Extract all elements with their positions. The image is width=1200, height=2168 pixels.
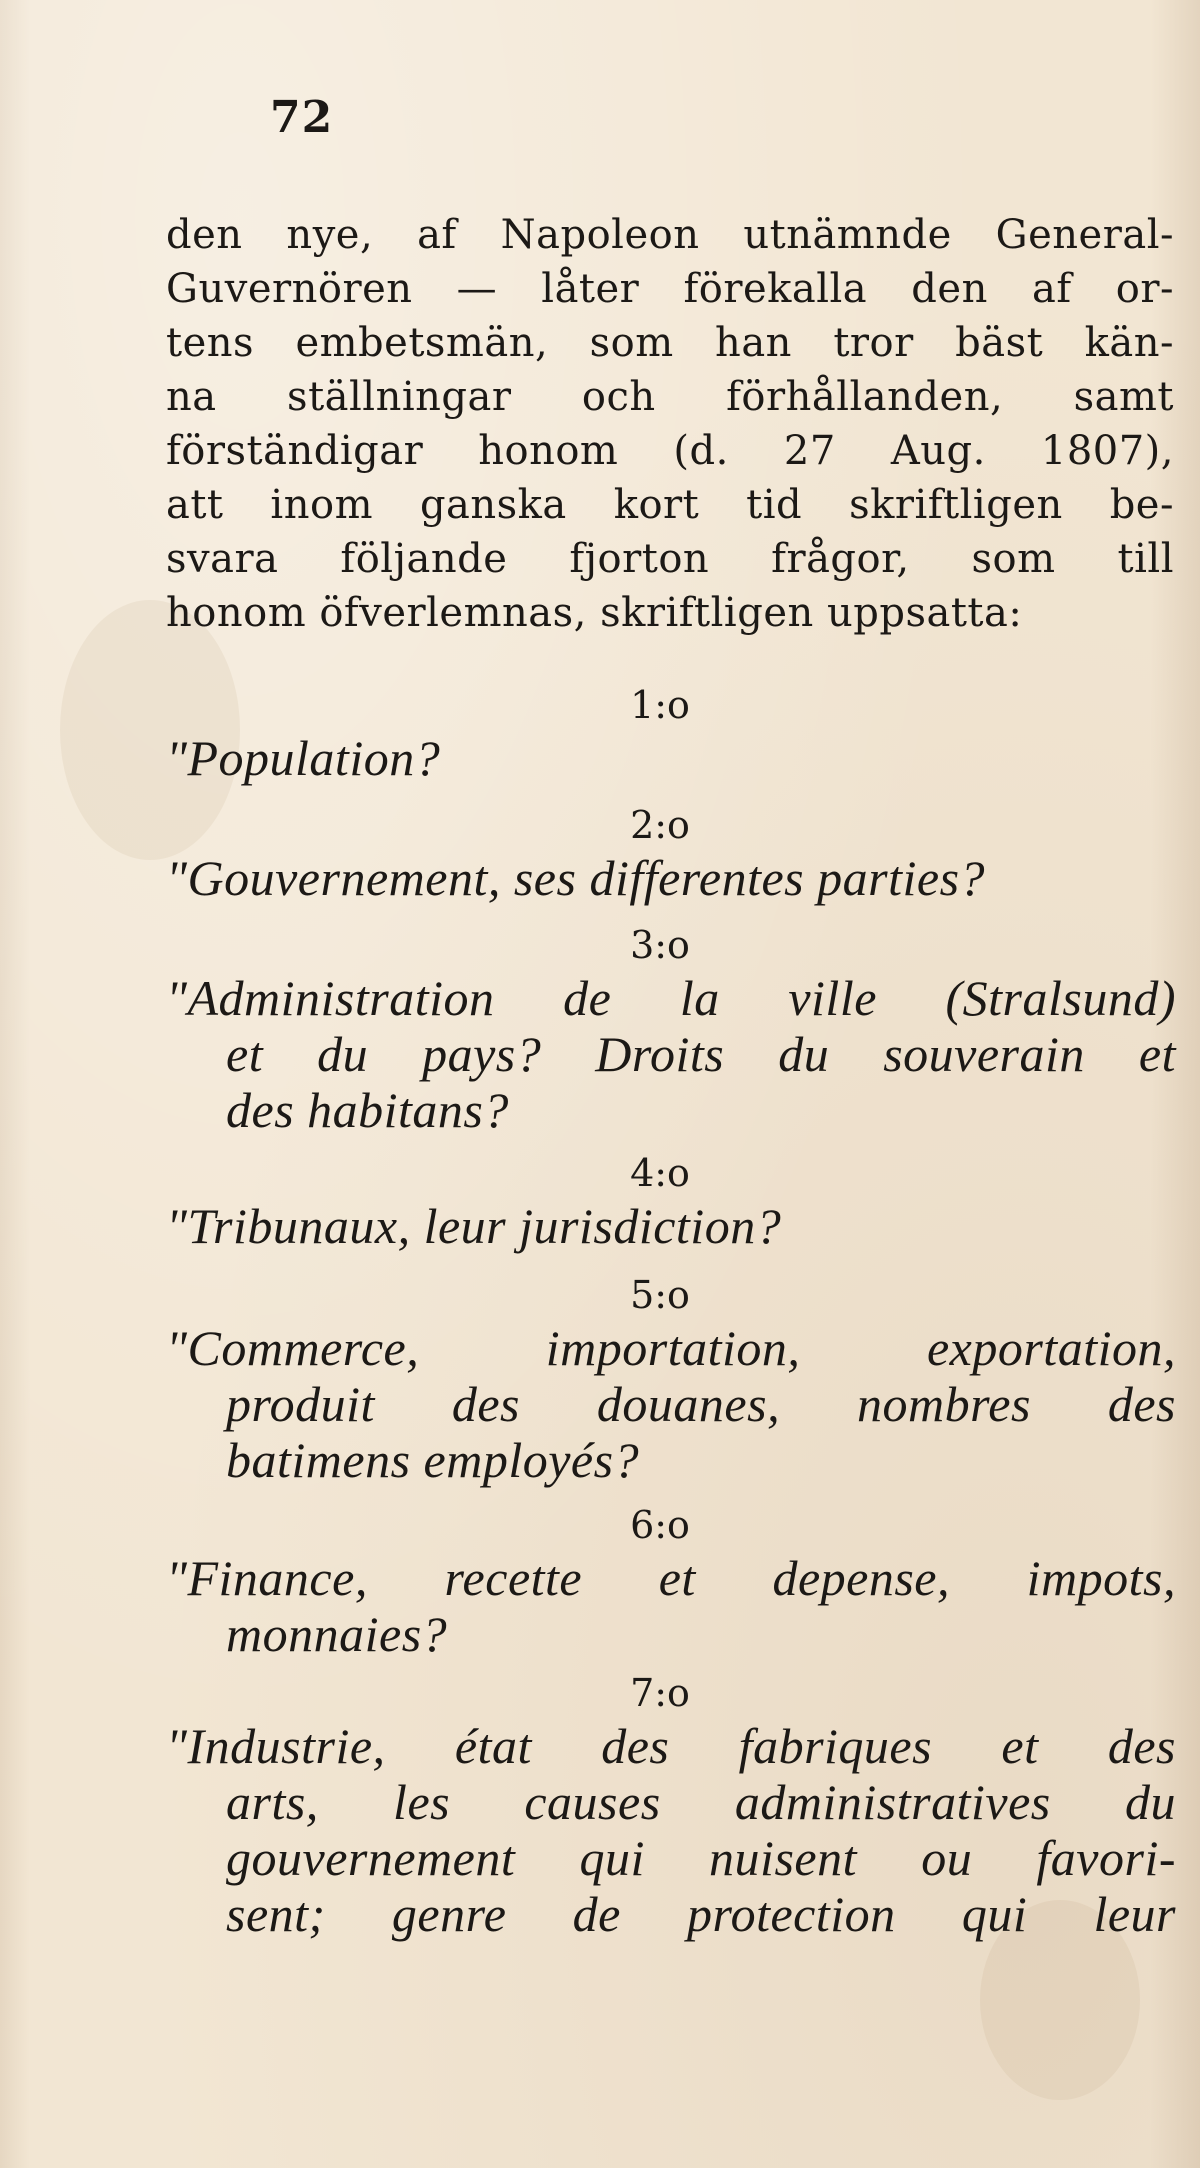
question-text: "Tribunaux, leur jurisdiction? xyxy=(166,1198,782,1254)
paragraph-line: den nye, af Napoleon utnämnde General- xyxy=(166,212,1174,258)
question-text: "Commerce, importation, exportation, xyxy=(166,1320,1176,1376)
question-text: produit des douanes, nombres des xyxy=(226,1376,1176,1432)
paragraph-line: tens embetsmän, som han tror bäst kän- xyxy=(166,320,1174,366)
question-text: batimens employés? xyxy=(226,1432,640,1488)
question-6 xyxy=(0,1500,1200,1662)
question-text: des habitans? xyxy=(226,1082,509,1138)
question-number: 3:o xyxy=(630,923,690,967)
question-number: 2:o xyxy=(630,803,690,847)
paragraph-line: svara följande fjorton frågor, som till xyxy=(166,536,1174,582)
question-text: gouvernement qui nuisent ou favori- xyxy=(226,1830,1176,1886)
question-text: monnaies? xyxy=(226,1606,448,1662)
question-number: 6:o xyxy=(630,1503,690,1547)
question-3 xyxy=(0,920,1200,1138)
question-7 xyxy=(0,1668,1200,1942)
paragraph-line: att inom ganska kort tid skriftligen be- xyxy=(166,482,1174,528)
paragraph-line: förständigar honom (d. 27 Aug. 1807), xyxy=(166,428,1174,474)
question-number: 1:o xyxy=(630,683,690,727)
question-text: et du pays? Droits du souverain et xyxy=(226,1026,1176,1082)
question-number: 5:o xyxy=(630,1273,690,1317)
paragraph-line: na ställningar och förhållanden, samt xyxy=(166,374,1174,420)
paragraph-line: Guvernören — låter förekalla den af or- xyxy=(166,266,1174,312)
question-5 xyxy=(0,1270,1200,1488)
question-text: arts, les causes administratives du xyxy=(226,1774,1176,1830)
question-text: "Population? xyxy=(166,730,441,786)
question-number: 7:o xyxy=(630,1671,690,1715)
paragraph-line: honom öfverlemnas, skriftligen uppsatta: xyxy=(166,590,1023,636)
question-text: "Finance, recette et depense, impots, xyxy=(166,1550,1176,1606)
question-4 xyxy=(0,1148,1200,1254)
question-text: "Industrie, état des fabriques et des xyxy=(166,1718,1176,1774)
question-text: sent; genre de protection qui leur xyxy=(226,1886,1176,1942)
question-text: "Gouvernement, ses differentes parties? xyxy=(166,850,986,906)
page-number: 72 xyxy=(270,92,334,143)
question-2 xyxy=(0,800,1200,906)
question-number: 4:o xyxy=(630,1151,690,1195)
intro-paragraph xyxy=(166,208,1174,640)
question-text: "Administration de la ville (Stralsund) xyxy=(166,970,1176,1026)
question-1 xyxy=(0,680,1200,786)
